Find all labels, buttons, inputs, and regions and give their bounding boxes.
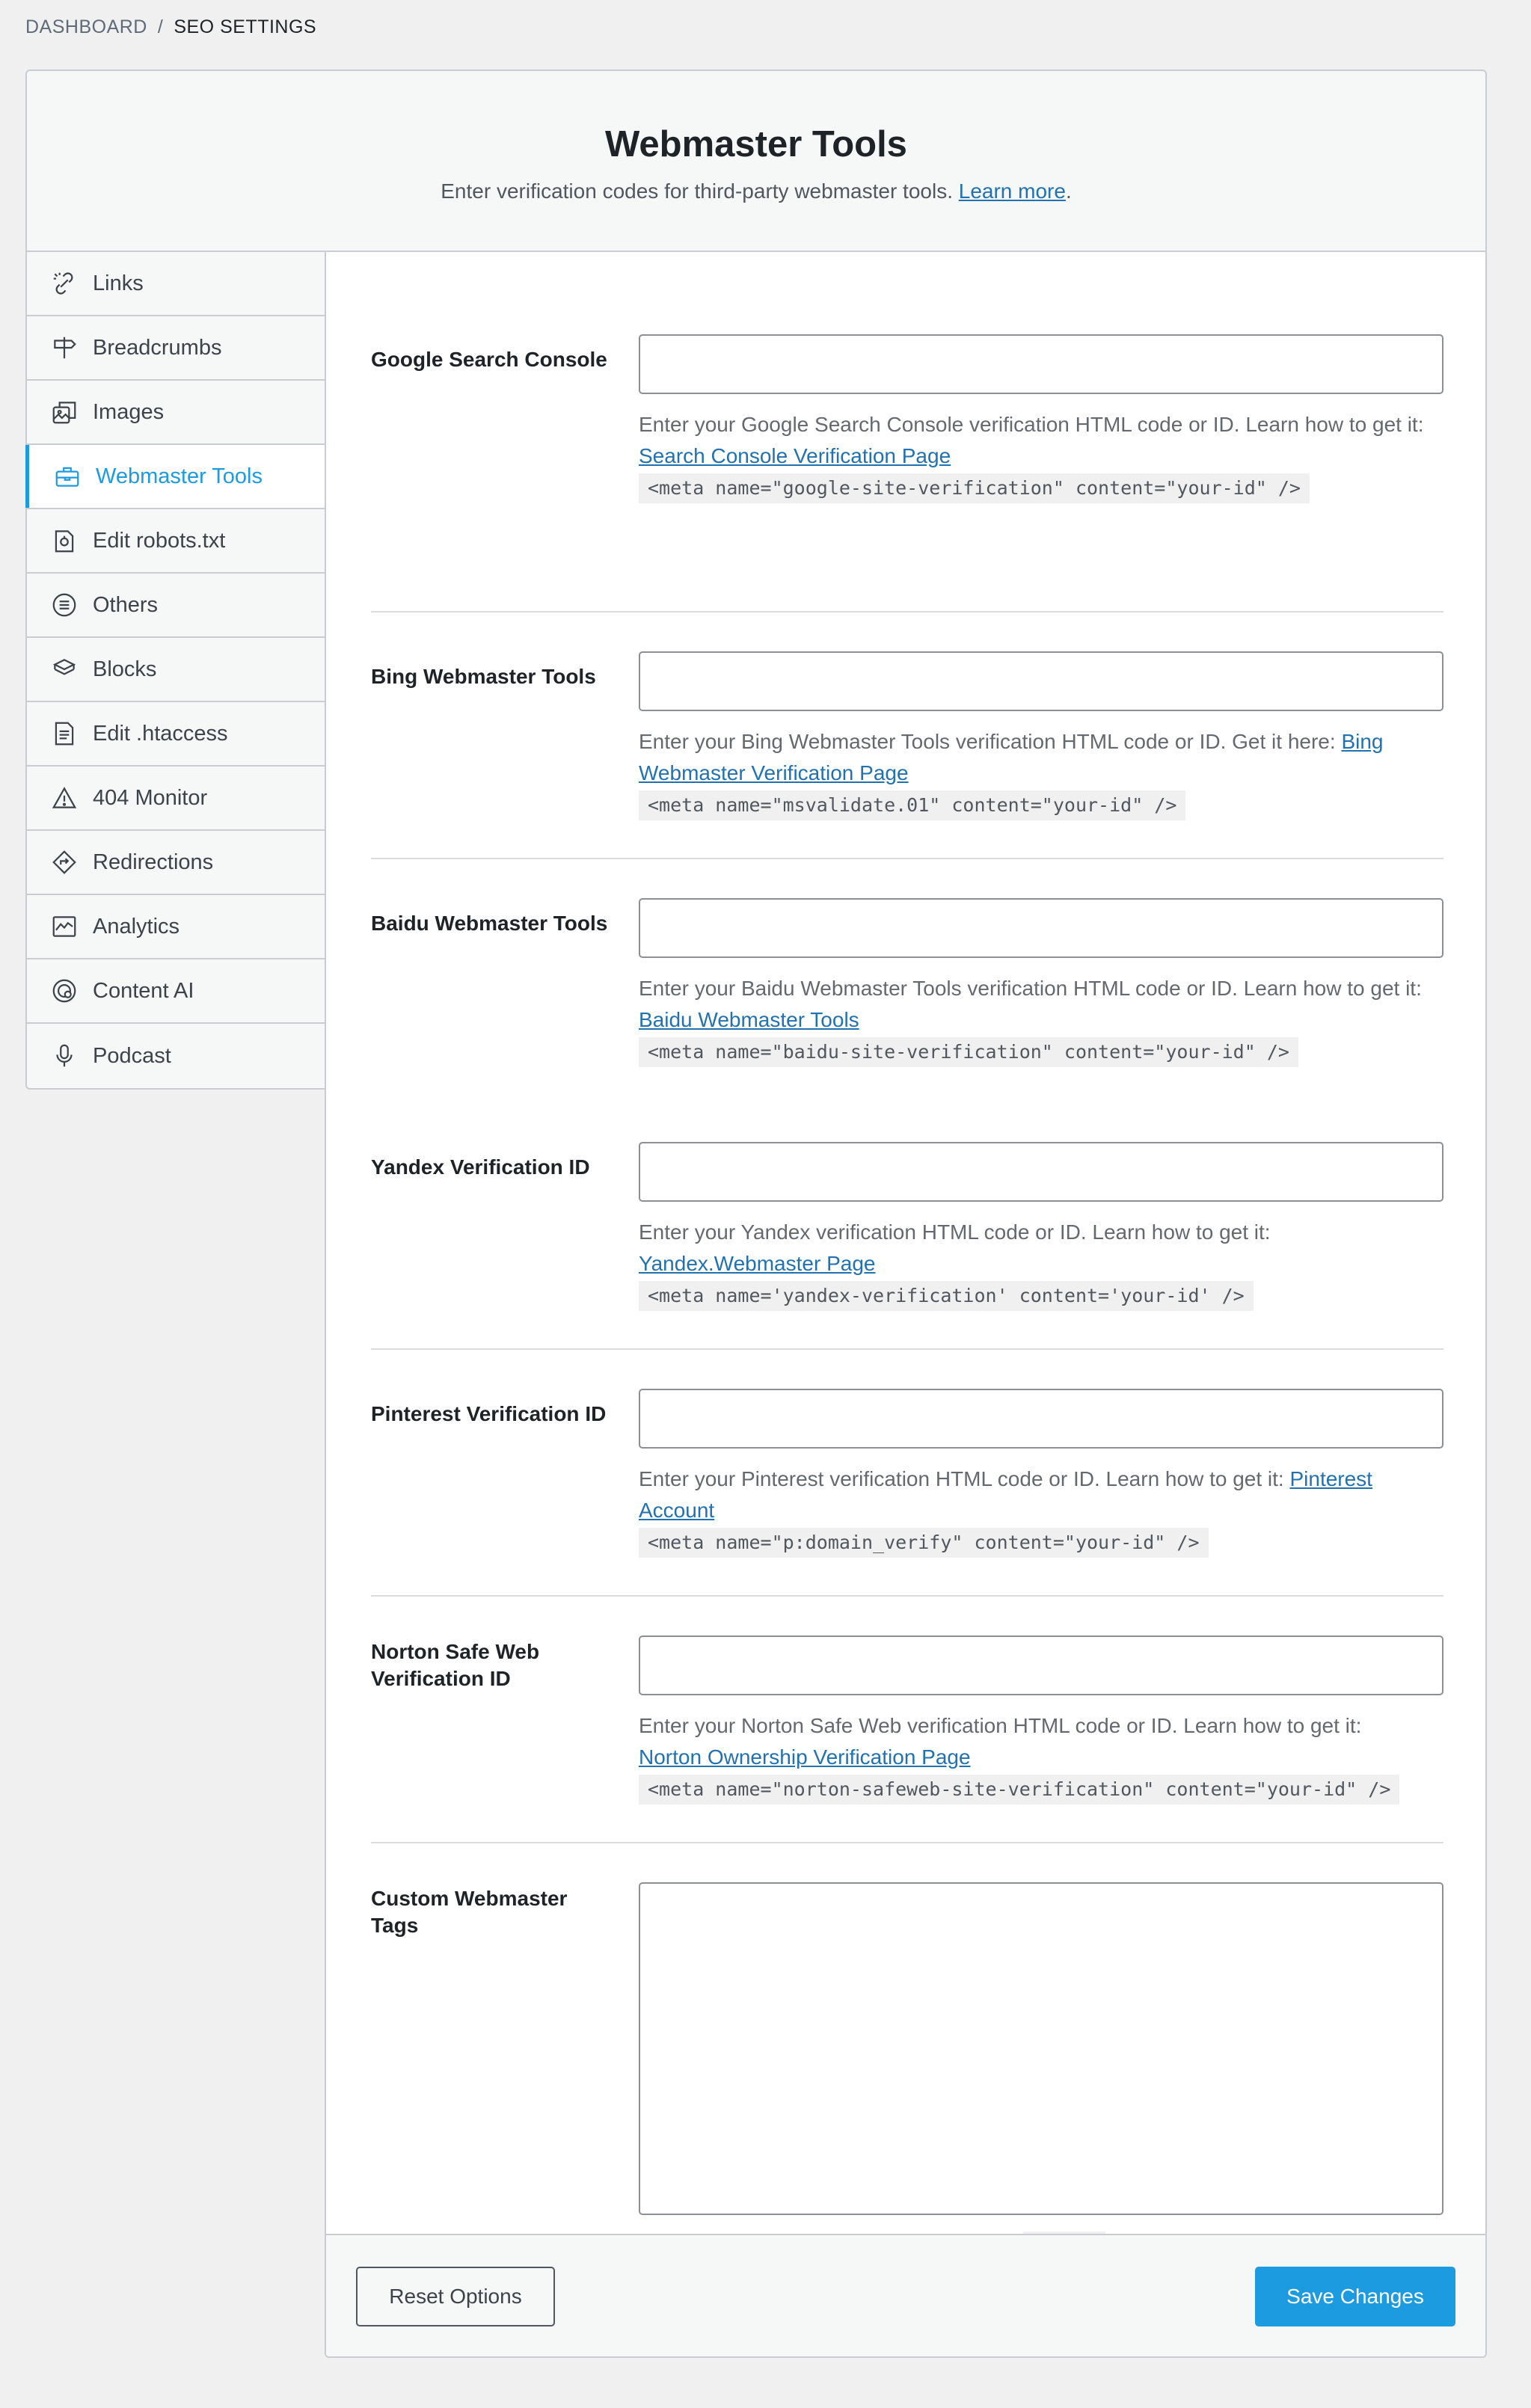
settings-card bbox=[25, 70, 1487, 2358]
learn-more-link[interactable]: Learn more bbox=[958, 179, 1066, 203]
field-control bbox=[639, 1142, 1443, 1311]
meta-code-sample: <meta name='yandex-verification' content='your-id' /> bbox=[639, 1281, 1254, 1311]
field-description bbox=[639, 409, 1443, 503]
custom-tags-textarea[interactable] bbox=[639, 1882, 1443, 2215]
settings-content bbox=[325, 252, 1487, 2358]
bing-verification-input[interactable] bbox=[639, 651, 1443, 711]
content-ai-icon bbox=[49, 976, 79, 1006]
divider bbox=[371, 611, 1443, 612]
divider bbox=[371, 858, 1443, 859]
page-title: Webmaster Tools bbox=[605, 124, 907, 165]
sidebar-item-label: Images bbox=[93, 399, 165, 424]
meta-code-sample: <meta name="msvalidate.01" content="your-id" /> bbox=[639, 790, 1185, 820]
sidebar-item-podcast[interactable] bbox=[27, 1024, 326, 1088]
meta-code-sample: <meta name="p:domain_verify" content="your-id" /> bbox=[639, 1528, 1209, 1558]
list-circle-icon bbox=[49, 590, 79, 620]
field-control bbox=[639, 898, 1443, 1067]
subtitle-text: Enter verification codes for third-party webmaster tools. bbox=[441, 179, 953, 203]
field-control bbox=[639, 1882, 1443, 2260]
field-description bbox=[639, 726, 1443, 820]
description-text: Enter your Google Search Console verification HTML code or ID. Learn how to get it: bbox=[639, 413, 1424, 436]
pinterest-account-link[interactable]: Pinterest Account bbox=[639, 1467, 1372, 1522]
redirect-icon bbox=[49, 847, 79, 877]
microphone-icon bbox=[49, 1041, 79, 1071]
sidebar-item-edit-robots[interactable] bbox=[27, 509, 326, 574]
breadcrumb bbox=[25, 16, 316, 38]
sidebar-item-redirections[interactable] bbox=[27, 831, 326, 895]
description-text: Enter your Bing Webmaster Tools verification HTML code or ID. Get it here: bbox=[639, 730, 1336, 753]
field-label: Baidu Webmaster Tools bbox=[371, 912, 608, 935]
field-description bbox=[639, 1463, 1443, 1558]
sidebar-item-label: Content AI bbox=[93, 978, 194, 1003]
page-header bbox=[25, 70, 1487, 252]
yandex-verification-link[interactable]: Yandex.Webmaster Page bbox=[639, 1252, 876, 1275]
sidebar-item-404-monitor[interactable] bbox=[27, 767, 326, 831]
images-icon bbox=[49, 397, 79, 427]
divider bbox=[371, 1348, 1443, 1350]
description-text: Enter your Yandex verification HTML code or ID. Learn how to get it: bbox=[639, 1220, 1271, 1244]
field-description bbox=[639, 973, 1443, 1067]
google-verification-input[interactable] bbox=[639, 334, 1443, 394]
sidebar-item-label: Edit robots.txt bbox=[93, 528, 226, 553]
chart-icon bbox=[49, 912, 79, 942]
sidebar-item-webmaster-tools[interactable] bbox=[27, 445, 326, 509]
field-control bbox=[639, 1389, 1443, 1558]
baidu-verification-link[interactable]: Baidu Webmaster Tools bbox=[639, 1008, 859, 1031]
divider bbox=[371, 1595, 1443, 1597]
sidebar-item-content-ai[interactable] bbox=[27, 959, 326, 1024]
reset-options-button[interactable]: Reset Options bbox=[356, 2267, 555, 2326]
sidebar-item-others[interactable] bbox=[27, 574, 326, 638]
save-changes-button[interactable]: Save Changes bbox=[1255, 2267, 1455, 2326]
warning-icon bbox=[49, 783, 79, 813]
pinterest-verification-input[interactable] bbox=[639, 1389, 1443, 1449]
meta-code-sample: <meta name="norton-safeweb-site-verification" content="your-id" /> bbox=[639, 1775, 1399, 1805]
sidebar-item-label: Links bbox=[93, 271, 144, 295]
sidebar-item-analytics[interactable] bbox=[27, 895, 326, 959]
google-verification-link[interactable]: Search Console Verification Page bbox=[639, 444, 951, 467]
field-control bbox=[639, 651, 1443, 820]
breadcrumb-current: SEO SETTINGS bbox=[174, 16, 317, 37]
field-description bbox=[639, 1710, 1443, 1805]
signpost-icon bbox=[49, 333, 79, 363]
meta-code-sample: <meta name="google-site-verification" content="your-id" /> bbox=[639, 473, 1310, 503]
field-label: Yandex Verification ID bbox=[371, 1155, 590, 1179]
sidebar-item-label: Analytics bbox=[93, 914, 180, 939]
breadcrumb-separator: / bbox=[157, 16, 164, 37]
sidebar-item-label: Redirections bbox=[93, 850, 214, 874]
field-description bbox=[639, 1217, 1443, 1311]
divider bbox=[371, 1842, 1443, 1843]
sidebar-item-images[interactable] bbox=[27, 381, 326, 445]
field-label: Pinterest Verification ID bbox=[371, 1402, 607, 1425]
subtitle-period: . bbox=[1065, 179, 1072, 203]
field-control bbox=[639, 1635, 1443, 1805]
meta-code-sample: <meta name="baidu-site-verification" content="your-id" /> bbox=[639, 1037, 1298, 1067]
toolbox-icon bbox=[52, 461, 82, 491]
sidebar-item-breadcrumbs[interactable] bbox=[27, 316, 326, 381]
sidebar-item-edit-htaccess[interactable] bbox=[27, 702, 326, 767]
blocks-icon bbox=[49, 654, 79, 684]
description-text: Enter your Norton Safe Web verification HTML code or ID. Learn how to get it: bbox=[639, 1714, 1362, 1737]
norton-verification-input[interactable] bbox=[639, 1635, 1443, 1695]
sidebar-item-label: Blocks bbox=[93, 657, 157, 681]
sidebar-item-label: 404 Monitor bbox=[93, 785, 208, 810]
sidebar-item-label: Edit .htaccess bbox=[93, 721, 228, 746]
baidu-verification-input[interactable] bbox=[639, 898, 1443, 958]
sidebar-item-label: Breadcrumbs bbox=[93, 335, 222, 360]
sidebar-item-label: Others bbox=[93, 592, 159, 617]
field-label: Custom Webmaster Tags bbox=[371, 1887, 568, 1937]
norton-verification-link[interactable]: Norton Ownership Verification Page bbox=[639, 1745, 971, 1769]
breadcrumb-dashboard[interactable]: DASHBOARD bbox=[25, 16, 147, 37]
field-label: Bing Webmaster Tools bbox=[371, 665, 596, 688]
file-robot-icon bbox=[49, 526, 79, 556]
description-text: Enter your Baidu Webmaster Tools verification HTML code or ID. Learn how to get it: bbox=[639, 977, 1422, 1000]
file-text-icon bbox=[49, 719, 79, 749]
description-text: Enter your Pinterest verification HTML code or ID. Learn how to get it: bbox=[639, 1467, 1284, 1490]
page-subtitle bbox=[27, 179, 1485, 203]
link-icon bbox=[49, 268, 79, 298]
sidebar-item-links[interactable] bbox=[27, 252, 326, 316]
sidebar-item-label: Podcast bbox=[93, 1043, 171, 1068]
form-footer bbox=[326, 2234, 1485, 2356]
settings-sidebar bbox=[25, 252, 326, 1090]
field-control bbox=[639, 334, 1443, 503]
field-label: Google Search Console bbox=[371, 348, 607, 371]
bing-verification-link[interactable]: Bing Webmaster Verification Page bbox=[639, 730, 1384, 784]
field-label: Norton Safe Web Verification ID bbox=[371, 1640, 540, 1690]
yandex-verification-input[interactable] bbox=[639, 1142, 1443, 1202]
sidebar-item-label: Webmaster Tools bbox=[96, 464, 263, 488]
sidebar-item-blocks[interactable] bbox=[27, 638, 326, 702]
